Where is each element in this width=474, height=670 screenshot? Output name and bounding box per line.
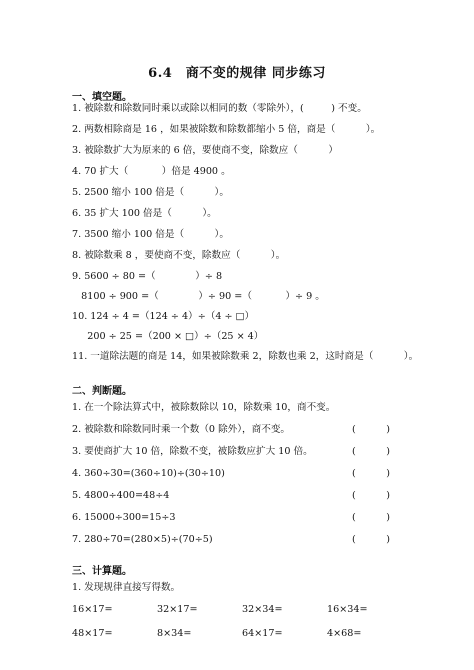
judge-item-3: 3. 要使商扩大 10 倍，除数不变，被除数应扩大 10 倍。 [72,446,313,457]
judge-item-7: 7. 280÷70=(280×5)÷(70÷5) [72,534,213,545]
fill-item-9a: 9. 5600 ÷ 80 =（ ）÷ 8 [72,271,223,282]
calc-cell: 8×34= [157,628,192,639]
calc-cell: 32×34= [242,604,283,615]
calc-cell: 4×68= [327,628,362,639]
judge-answer-5: ( ) [352,490,390,501]
calc-cell: 16×34= [327,604,368,615]
judge-item-1: 1. 在一个除法算式中，被除数除以 10，除数乘 10，商不变。 [72,402,336,413]
judge-answer-7: ( ) [352,534,390,545]
section-calc-heading: 三、计算题。 [72,566,132,577]
fill-item-10b: 200 ÷ 25 =（200 × □）÷（25 × 4） [72,331,264,342]
fill-item-4: 4. 70 扩大（ ）倍是 4900 。 [72,166,231,177]
judge-answer-2: ( ) [352,424,390,435]
calc-cell: 64×17= [242,628,283,639]
fill-item-9b: 8100 ÷ 900 =（ ）÷ 90 =（ ）÷ 9 。 [72,291,325,302]
fill-item-2: 2. 两数相除商是 16 ，如果被除数和除数都缩小 5 倍，商是（ ）。 [72,124,381,135]
calc-row-1 [72,604,412,616]
page-title: 6.4 商不变的规律 同步练习 [148,66,326,81]
calc-cell: 16×17= [72,604,113,615]
fill-item-5: 5. 2500 缩小 100 倍是（ ）。 [72,187,229,198]
fill-item-3: 3. 被除数扩大为原来的 6 倍，要使商不变，除数应（ ） [72,145,338,156]
judge-item-6: 6. 15000÷300=15÷3 [72,512,176,523]
judge-answer-6: ( ) [352,512,390,523]
judge-item-2: 2. 被除数和除数同时乘一个数（0 除外），商不变。 [72,424,291,435]
calc-cell: 48×17= [72,628,113,639]
judge-item-5: 5. 4800÷400=48÷4 [72,490,170,501]
calc-row-2 [72,628,412,640]
judge-item-4: 4. 360÷30=(360÷10)÷(30÷10) [72,468,225,479]
section-fill-blank-heading: 一、填空题。 [72,92,132,103]
calc-cell: 32×17= [157,604,198,615]
fill-item-1: 1. 被除数和除数同时乘以或除以相同的数（零除外），( ) 不变。 [72,103,367,114]
judge-answer-4: ( ) [352,468,390,479]
fill-item-6: 6. 35 扩大 100 倍是（ ）。 [72,208,217,219]
judge-answer-3: ( ) [352,446,390,457]
fill-item-10a: 10. 124 ÷ 4 =（124 ÷ 4）÷（4 ÷ □） [72,311,255,322]
fill-item-8: 8. 被除数乘 8 ，要使商不变，除数应（ ）。 [72,250,286,261]
section-judge-heading: 二、判断题。 [72,386,132,397]
calc-intro: 1. 发现规律直接写得数。 [72,582,181,593]
fill-item-7: 7. 3500 缩小 100 倍是（ ）。 [72,229,229,240]
fill-item-11: 11. 一道除法题的商是 14，如果被除数乘 2，除数也乘 2，这时商是（ ）。 [72,351,419,362]
